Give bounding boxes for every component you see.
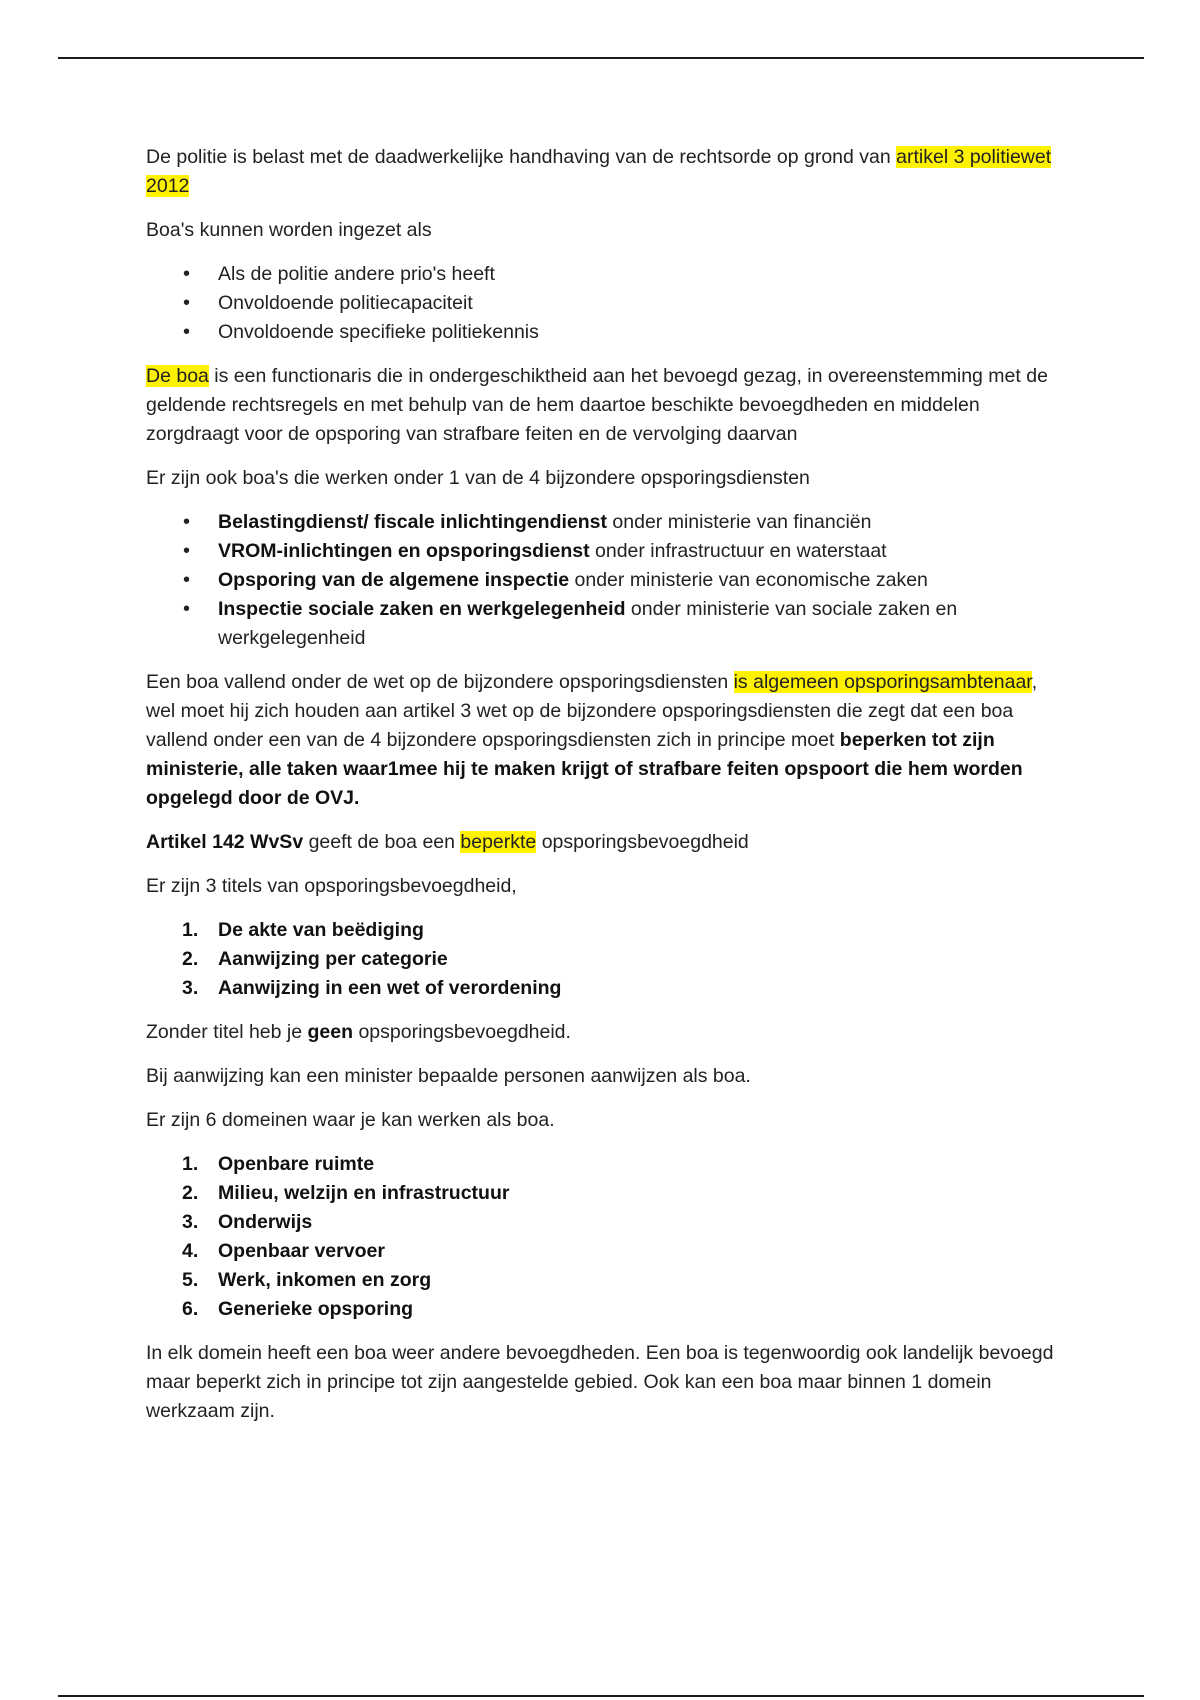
numbered-list-titles (146, 916, 1066, 1003)
list-item: • VROM-inlichtingen en opsporingsdienst onder infrastructuur en waterstaat (146, 537, 1066, 566)
list-item: 1. Openbare ruimte (182, 1153, 375, 1175)
list-item: 2. Milieu, welzijn en infrastructuur (182, 1182, 510, 1204)
paragraph-artikel-142: Artikel 142 WvSv geeft de boa een beperkte opsporingsbevoegdheid (146, 831, 749, 853)
list-item: 4. Openbaar vervoer (182, 1240, 385, 1262)
highlight-artikel-3: artikel 3 politiewet 2012 (146, 146, 1052, 197)
header-rule (58, 57, 1144, 59)
list-item: • Belastingdienst/ fiscale inlichtingendienst onder ministerie van financiën (146, 508, 1066, 537)
bullet-list-deployment (146, 260, 1066, 347)
list-item: 3. Onderwijs (182, 1211, 313, 1233)
list-item: 2. Aanwijzing per categorie (182, 948, 448, 970)
list-item: • Als de politie andere prio's heeft (146, 260, 1066, 289)
document-body (146, 143, 1066, 1441)
paragraph-police-duty: De politie is belast met de daadwerkelijke handhaving van de rechtsorde op grond van artikel 3 politiewet 2012 (146, 146, 1052, 197)
paragraph-special-services: Er zijn ook boa's die werken onder 1 van de 4 bijzondere opsporingsdiensten (146, 467, 810, 489)
list-item: • Inspectie sociale zaken en werkgelegenheid onder ministerie van sociale zaken en werkgelegenheid (146, 595, 1066, 653)
list-item: 3. Aanwijzing in een wet of verordening (182, 977, 562, 999)
list-item: 5. Werk, inkomen en zorg (182, 1269, 432, 1291)
paragraph-minister-designation: Bij aanwijzing kan een minister bepaalde personen aanwijzen als boa. (146, 1065, 751, 1087)
paragraph-boa-definition: De boa is een functionaris die in ondergeschiktheid aan het bevoegd gezag, in overeenstemming met de geldende rechtsregels en met behulp van de hem daartoe beschikte bevoegdheden en middelen zorgdraagt voor de opsporing van strafbare feiten en de vervolging daarvan (146, 365, 1048, 445)
highlight-algemeen-opsporingsambtenaar: is algemeen opsporingsambtenaar (733, 671, 1032, 693)
numbered-list-domains (146, 1150, 1066, 1324)
highlight-de-boa: De boa (146, 365, 209, 387)
paragraph-titles-intro: Er zijn 3 titels van opsporingsbevoegdheid, (146, 875, 517, 897)
paragraph-domain-powers: In elk domein heeft een boa weer andere bevoegdheden. Een boa is tegenwoordig ook landelijk bevoegd maar beperkt zich in principe tot zijn aangestelde gebied. Ook kan een boa maar binnen 1 domein werkzaam zijn. (146, 1342, 1054, 1422)
list-item: • Onvoldoende politiecapaciteit (146, 289, 1066, 318)
list-item: 6. Generieke opsporing (182, 1298, 414, 1320)
bullet-list-services (146, 508, 1066, 653)
list-item: • Onvoldoende specifieke politiekennis (146, 318, 1066, 347)
paragraph-boa-deployment: Boa's kunnen worden ingezet als (146, 219, 432, 241)
paragraph-domains-intro: Er zijn 6 domeinen waar je kan werken als boa. (146, 1109, 555, 1131)
paragraph-no-title: Zonder titel heb je geen opsporingsbevoegdheid. (146, 1021, 571, 1043)
highlight-beperkte: beperkte (460, 831, 537, 853)
list-item: • Opsporing van de algemene inspectie onder ministerie van economische zaken (146, 566, 1066, 595)
list-item: 1. De akte van beëdiging (182, 919, 424, 941)
footer-rule (58, 1695, 1144, 1697)
paragraph-general-officer: Een boa vallend onder de wet op de bijzondere opsporingsdiensten is algemeen opsporingsambtenaar, wel moet hij zich houden aan artikel 3 wet op de bijzondere opsporingsdiensten die zegt dat een boa vallend onder een van de 4 bijzondere opsporingsdiensten zich in principe moet beperken tot zijn ministerie, alle taken waar1mee hij te maken krijgt of strafbare feiten opspoort die hem worden opgelegd door de OVJ. (146, 671, 1038, 809)
